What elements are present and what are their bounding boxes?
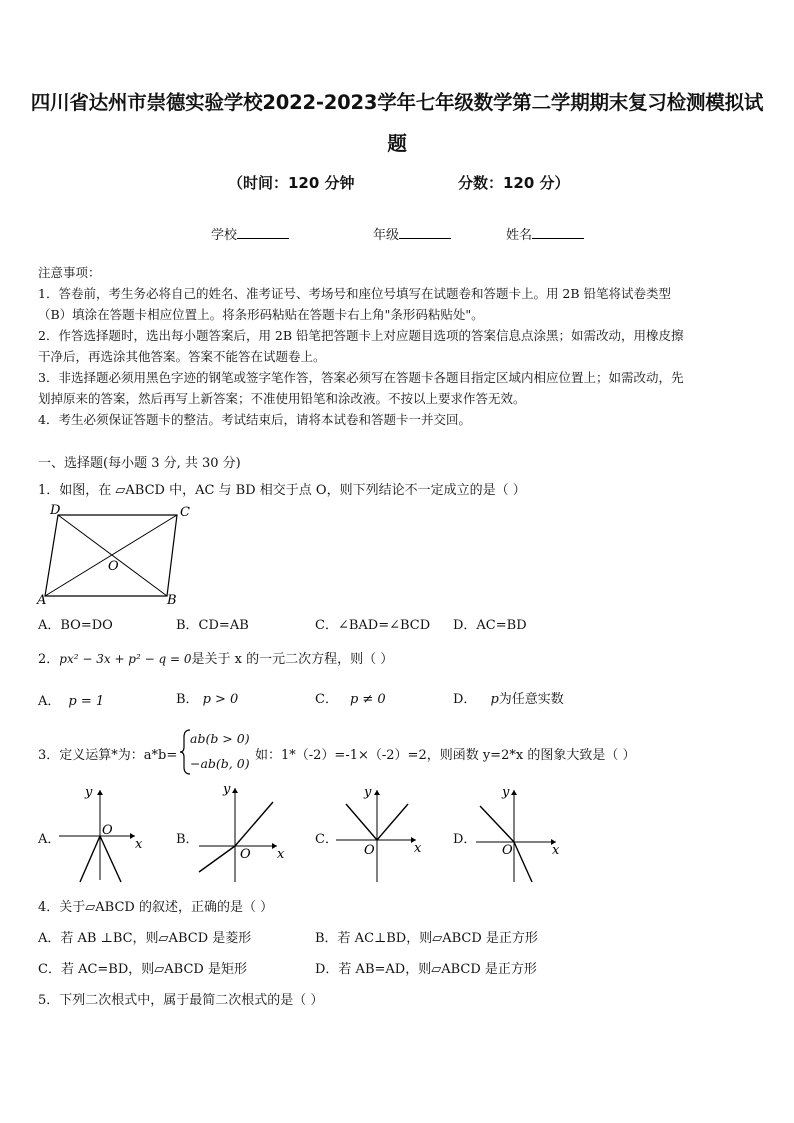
svg-text:x: x <box>552 843 560 858</box>
question-2-stem: 2．px² − 3x + p² − q = 0是关于 x 的一元二次方程，则（ ） <box>38 652 394 667</box>
grade-label: 年级 <box>373 228 400 243</box>
q2-option-a[interactable]: A． p = 1 <box>38 694 105 709</box>
svg-text:O: O <box>502 843 513 858</box>
q2-option-d[interactable]: D． p为任意实数 <box>453 692 564 707</box>
label-a: A <box>37 593 47 608</box>
svg-text:x: x <box>135 837 143 852</box>
q3-stem-b: 如：1*（-2）=-1×（-2）=2，则函数 y=2*x 的图象大致是（ ） <box>255 748 636 763</box>
name-field <box>506 224 584 243</box>
grade-field <box>373 224 451 243</box>
name-blank[interactable] <box>532 226 584 239</box>
exam-time: （时间：120 分钟 <box>228 174 355 192</box>
q3-stem-a: 3．定义运算*为：a*b= <box>38 748 178 763</box>
page-title: 四川省达州市崇德实验学校2022-2023学年七年级数学第二学期期末复习检测模拟试 <box>30 91 764 114</box>
q2-option-c[interactable]: C． p ≠ 0 <box>315 692 386 707</box>
q1-option-b[interactable]: B．CD=AB <box>176 618 249 633</box>
label-b: B <box>167 593 177 608</box>
svg-text:y: y <box>364 785 372 800</box>
school-field <box>211 224 289 243</box>
note-line: 干净后，再选涂其他答案。答案不能答在试题卷上。 <box>38 349 326 364</box>
question-1-stem: 1．如图，在 ▱ABCD 中，AC 与 BD 相交于点 O，则下列结论不一定成立的是（ ） <box>38 483 526 498</box>
q4-option-b[interactable]: B．若 AC⊥BD，则▱ABCD 是正方形 <box>315 931 538 946</box>
q4-option-a[interactable]: A．若 AB ⊥BC，则▱ABCD 是菱形 <box>38 931 252 946</box>
grade-blank[interactable] <box>399 226 451 239</box>
note-line: 划掉原来的答案，然后再写上新答案；不准使用铅笔和涂改液。不按以上要求作答无效。 <box>38 391 526 406</box>
q3-graph-d[interactable] <box>472 784 572 884</box>
diagonal-bd <box>58 515 167 596</box>
diagonal-ac <box>45 515 177 596</box>
label-c: C <box>180 505 190 520</box>
q3-option-a-label[interactable]: A． <box>38 832 61 847</box>
svg-text:y: y <box>223 782 231 797</box>
q1-option-a[interactable]: A．BO=DO <box>38 618 113 633</box>
svg-text:y: y <box>502 785 510 800</box>
q2-option-b[interactable]: B． p > 0 <box>176 692 239 707</box>
q2-equation: px² − 3x + p² − q = 0 <box>59 652 192 666</box>
svg-text:O: O <box>240 847 251 862</box>
label-o: O <box>108 559 119 574</box>
svg-text:x: x <box>277 847 285 862</box>
q4-option-d[interactable]: D．若 AB=AD，则▱ABCD 是正方形 <box>315 962 537 977</box>
q3-graph-c[interactable] <box>332 784 432 884</box>
note-line: 3．非选择题必须用黑色字迹的钢笔或签字笔作答，答案必须写在答题卡各题目指定区域内相应位置上；如需改动，先 <box>38 370 684 385</box>
note-line: 1．答卷前，考生务必将自己的姓名、准考证号、考场号和座位号填写在试题卷和答题卡上。用 2B 铅笔将试卷类型 <box>38 286 672 301</box>
note-line: 2．作答选择题时，选出每小题答案后，用 2B 铅笔把答题卡上对应题目选项的答案信息点涂黑；如需改动，用橡皮擦 <box>38 328 684 343</box>
q4-option-c[interactable]: C．若 AC=BD，则▱ABCD 是矩形 <box>38 962 247 977</box>
q3-graph-b[interactable] <box>195 780 295 884</box>
svg-text:x: x <box>414 841 422 856</box>
exam-score: 分数：120 分） <box>458 174 570 192</box>
section-heading: 一、选择题(每小题 3 分, 共 30 分) <box>38 456 241 471</box>
notes-heading: 注意事项： <box>38 265 101 280</box>
q1-option-c[interactable]: C．∠BAD=∠BCD <box>315 618 431 633</box>
name-label: 姓名 <box>506 228 533 243</box>
q3-option-d-label[interactable]: D． <box>453 832 477 847</box>
exam-notes <box>38 262 768 430</box>
question-4-stem: 4．关于▱ABCD 的叙述，正确的是（ ） <box>38 900 274 915</box>
parallelogram-figure <box>34 500 204 610</box>
label-d: D <box>50 503 61 518</box>
question-5-stem: 5．下列二次根式中，属于最简二次根式的是（ ） <box>38 993 324 1008</box>
page-title-continued: 题 <box>387 132 407 155</box>
q3-option-b-label[interactable]: B． <box>176 832 199 847</box>
note-line: （B）填涂在答题卡相应位置上。将条形码粘贴在答题卡右上角"条形码粘贴处"。 <box>38 307 484 322</box>
q2-stem-text: 是关于 x 的一元二次方程，则（ ） <box>191 652 394 667</box>
svg-text:y: y <box>85 785 93 800</box>
note-line: 4．考生必须保证答题卡的整洁。考试结束后，请将本试卷和答题卡一并交回。 <box>38 412 471 427</box>
svg-text:O: O <box>364 843 375 858</box>
school-label: 学校 <box>211 228 238 243</box>
school-blank[interactable] <box>237 226 289 239</box>
q3-case-2: −ab(b, 0) <box>190 756 250 771</box>
q1-option-d[interactable]: D．AC=BD <box>453 618 527 633</box>
q3-case-1: ab(b > 0) <box>190 731 250 746</box>
q3-option-c-label[interactable]: C． <box>315 832 338 847</box>
q3-graph-a[interactable] <box>55 784 155 884</box>
svg-text:O: O <box>102 823 113 838</box>
